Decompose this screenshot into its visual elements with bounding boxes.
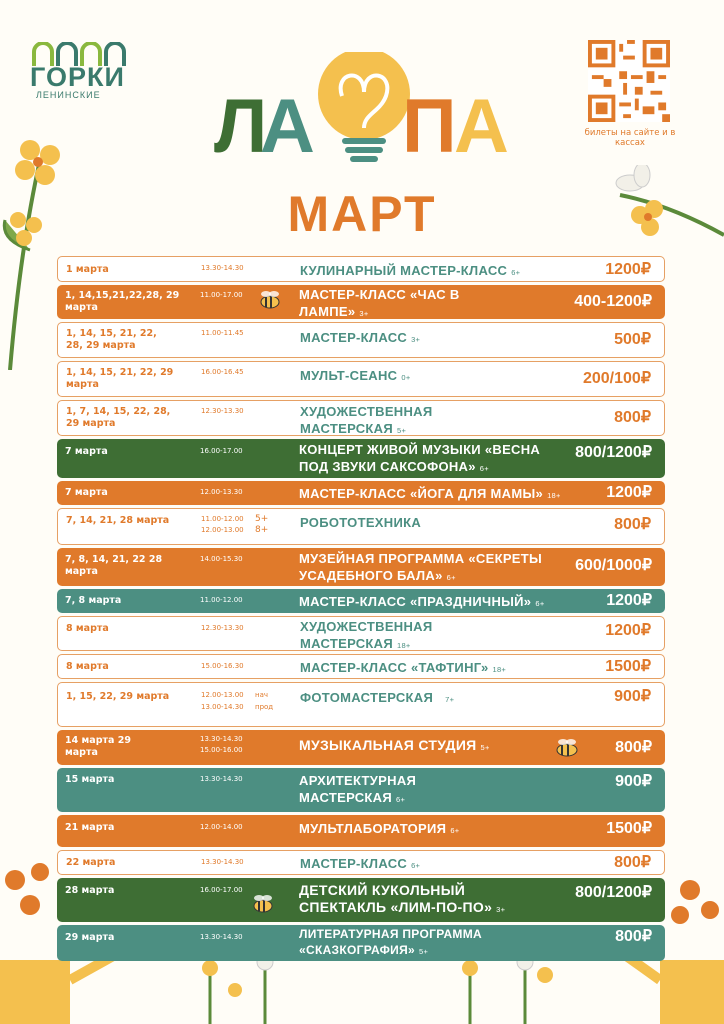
event-time: 11.00-17.00 — [200, 291, 243, 299]
event-name — [299, 593, 545, 612]
event-age: 5+ — [480, 743, 490, 752]
event-time: 13.30-14.30 — [200, 775, 243, 783]
event-age: 7+ — [445, 695, 455, 704]
event-name — [300, 329, 420, 348]
event-age-b: 8+ — [255, 525, 269, 535]
event-age-a: 5+ — [255, 514, 269, 524]
event-time: 13.30-14.30 — [201, 264, 244, 272]
event-price: 1200₽ — [605, 261, 651, 278]
event-date: 7, 8, 14, 21, 22 28 марта — [65, 554, 163, 577]
event-name — [299, 926, 539, 960]
bee-icon — [249, 892, 277, 916]
event-price: 600/1000₽ — [575, 557, 652, 574]
event-time: 12.00-13.30 — [200, 488, 243, 496]
event-row[interactable] — [57, 481, 665, 505]
event-note-b: прод — [255, 703, 274, 711]
event-time: 12.30-13.30 — [201, 624, 244, 632]
schedule-list — [57, 256, 665, 964]
event-row[interactable] — [57, 878, 665, 922]
event-date: 1, 15, 22, 29 марта — [66, 691, 170, 702]
event-name — [300, 689, 454, 708]
event-time: 12.00-14.00 — [200, 823, 243, 831]
event-date: 14 марта 29 марта — [65, 735, 131, 758]
logo-main-text: ГОРКИ — [30, 62, 125, 92]
event-date: 22 марта — [66, 857, 116, 868]
event-row[interactable] — [57, 439, 665, 478]
event-time: 16.00-17.00 — [200, 886, 243, 894]
event-name — [299, 550, 569, 586]
event-date: 8 марта — [66, 661, 109, 672]
event-age: 6+ — [450, 826, 460, 835]
event-name — [300, 855, 420, 874]
event-price: 800₽ — [614, 854, 651, 871]
event-time: 11.00-12.00 — [201, 515, 244, 523]
event-time-2: 12.00-13.00 — [201, 526, 244, 534]
event-row[interactable] — [57, 768, 665, 812]
event-row[interactable] — [57, 361, 665, 397]
event-age: 18+ — [396, 641, 411, 650]
event-name — [299, 485, 561, 504]
event-title: МАСТЕР-КЛАСС «ЙОГА ДЛЯ МАМЫ» — [299, 486, 544, 501]
event-date: 7, 14, 21, 28 марта — [66, 515, 170, 526]
event-title: МАСТЕР-КЛАСС «ТАФТИНГ» — [300, 660, 489, 675]
event-price: 400-1200₽ — [574, 293, 652, 310]
event-row[interactable] — [57, 256, 665, 282]
event-date: 21 марта — [65, 822, 115, 833]
qr-caption: билеты на сайте и в кассах — [584, 128, 676, 148]
event-date: 8 марта — [66, 623, 109, 634]
event-time: 13.30-14.30 — [200, 735, 243, 743]
event-price: 500₽ — [614, 331, 651, 348]
event-time: 15.00-16.30 — [201, 662, 244, 670]
event-name — [299, 286, 509, 322]
event-time: 11.00-11.45 — [201, 329, 244, 337]
event-date: 29 марта — [65, 932, 115, 943]
event-time: 11.00-12.00 — [200, 596, 243, 604]
qr-code-icon[interactable] — [588, 40, 670, 122]
event-date: 7 марта — [65, 446, 108, 457]
event-title: МАСТЕР-КЛАСС «ПРАЗДНИЧНЫЙ» — [299, 594, 532, 609]
event-date: 7, 8 марта — [65, 595, 122, 606]
event-name: РОБОТОТЕХНИКА — [300, 515, 422, 530]
event-date: 7 марта — [65, 487, 108, 498]
event-age: 6+ — [511, 268, 521, 277]
logo — [30, 42, 140, 100]
event-price: 800₽ — [614, 516, 651, 533]
event-date: 1, 7, 14, 15, 22, 28, 29 марта — [66, 406, 171, 429]
event-age: 18+ — [547, 491, 561, 500]
event-price: 1500₽ — [606, 820, 652, 837]
event-name — [299, 441, 569, 477]
event-age: 3+ — [359, 309, 369, 318]
event-price: 800₽ — [615, 739, 652, 756]
event-name — [300, 618, 470, 654]
event-title: МАСТЕР-КЛАСС «ЧАС В ЛАМПЕ» — [299, 287, 460, 319]
event-age: 3+ — [496, 905, 506, 914]
event-row[interactable] — [57, 508, 665, 545]
event-row[interactable] — [57, 400, 665, 436]
event-age: 6+ — [395, 795, 406, 804]
event-price: 800/1200₽ — [575, 444, 652, 461]
event-age: 6+ — [535, 599, 545, 608]
event-time: 16.00-16.45 — [201, 368, 244, 376]
event-price: 1200₽ — [605, 622, 651, 639]
event-name — [300, 262, 520, 281]
event-row[interactable] — [57, 925, 665, 961]
event-price: 1500₽ — [605, 658, 651, 675]
event-age: 5+ — [419, 947, 429, 956]
event-row[interactable] — [57, 850, 665, 875]
event-title: ХУДОЖЕСТВЕННАЯ МАСТЕРСКАЯ — [300, 619, 433, 651]
logo-sub-text: ЛЕНИНСКИЕ — [36, 90, 101, 100]
event-title: КОНЦЕРТ ЖИВОЙ МУЗЫКИ «ВЕСНА ПОД ЗВУКИ САКСОФОНА» — [299, 442, 541, 474]
event-title: ФОТОМАСТЕРСКАЯ — [300, 690, 434, 705]
event-time: 13.30-14.30 — [200, 933, 243, 941]
event-age: 6+ — [479, 464, 489, 473]
event-row[interactable] — [57, 548, 665, 586]
event-note-a: нач — [255, 691, 269, 699]
bee-icon — [552, 737, 582, 759]
event-age: 0+ — [401, 373, 411, 382]
event-title: МУЗЫКАЛЬНАЯ СТУДИЯ — [299, 737, 477, 753]
event-age: 5+ — [396, 426, 407, 435]
event-title: МУЛЬТЛАБОРАТОРИЯ — [299, 821, 447, 836]
event-title: ЛИТЕРАТУРНАЯ ПРОГРАММА «СКАЗКОГРАФИЯ» — [299, 927, 482, 957]
event-date: 1, 14,15,21,22,28, 29 марта — [65, 290, 180, 313]
event-age: 3+ — [411, 335, 421, 344]
event-time: 13.30-14.30 — [201, 858, 244, 866]
event-name — [300, 367, 411, 386]
title-letter-a1: А — [260, 84, 315, 169]
event-price: 900₽ — [614, 688, 651, 705]
event-age: 6+ — [411, 861, 421, 870]
event-row[interactable] — [57, 285, 665, 319]
title-letter-a2: А — [454, 84, 509, 169]
title-letter-p: П — [402, 84, 457, 169]
event-title: МУЗЕЙНАЯ ПРОГРАММА «СЕКРЕТЫ УСАДЕБНОГО БАЛА» — [299, 551, 543, 583]
event-row[interactable] — [57, 322, 665, 358]
event-name — [300, 659, 506, 678]
event-row[interactable] — [57, 589, 665, 613]
event-name — [299, 820, 459, 839]
event-date: 28 марта — [65, 885, 115, 896]
event-title: МУЛЬТ-СЕАНС — [300, 368, 398, 383]
event-name — [299, 882, 539, 918]
month-title: МАРТ — [287, 186, 437, 242]
event-price: 900₽ — [615, 773, 652, 790]
event-row[interactable] — [57, 654, 665, 679]
event-date: 1, 14, 15, 21, 22, 29 марта — [66, 367, 174, 390]
event-time: 16.00-17.00 — [200, 447, 243, 455]
title-letter-l: Л — [214, 84, 268, 169]
bee-icon — [257, 289, 283, 311]
event-title: ХУДОЖЕСТВЕННАЯ МАСТЕРСКАЯ — [300, 404, 433, 436]
event-time: 12.30-13.30 — [201, 407, 244, 415]
event-price: 800/1200₽ — [575, 884, 652, 901]
title-lampa — [214, 52, 514, 172]
event-price: 200/100₽ — [582, 370, 651, 387]
event-age: 6+ — [446, 573, 456, 582]
event-age: 18+ — [492, 665, 507, 674]
event-title: КУЛИНАРНЫЙ МАСТЕР-КЛАСС — [300, 263, 508, 278]
event-title: МАСТЕР-КЛАСС — [300, 330, 408, 345]
event-time: 14.00-15.30 — [200, 555, 243, 563]
event-row[interactable] — [57, 815, 665, 847]
event-time-2: 15.00-16.00 — [200, 746, 243, 754]
event-time-2: 13.00-14.30 — [201, 703, 244, 711]
event-date: 1 марта — [66, 264, 109, 275]
event-price: 1200₽ — [606, 484, 652, 501]
event-name — [300, 403, 460, 439]
event-name — [299, 737, 490, 756]
event-date: 15 марта — [65, 774, 115, 785]
event-row[interactable] — [57, 730, 665, 765]
event-date: 1, 14, 15, 21, 22, 28, 29 марта — [66, 328, 157, 351]
event-name — [299, 772, 459, 808]
event-price: 1200₽ — [606, 592, 652, 609]
event-title: АРХИТЕКТУРНАЯ МАСТЕРСКАЯ — [299, 773, 417, 805]
bulb-icon — [318, 52, 410, 162]
event-price: 800₽ — [615, 928, 652, 945]
event-title: МАСТЕР-КЛАСС — [300, 856, 408, 871]
event-row[interactable] — [57, 682, 665, 727]
event-title: ДЕТСКИЙ КУКОЛЬНЫЙ СПЕКТАКЛЬ «ЛИМ-ПО-ПО» — [299, 882, 493, 915]
event-row[interactable] — [57, 616, 665, 651]
event-time: 12.00-13.00 — [201, 691, 244, 699]
event-price: 800₽ — [614, 409, 651, 426]
